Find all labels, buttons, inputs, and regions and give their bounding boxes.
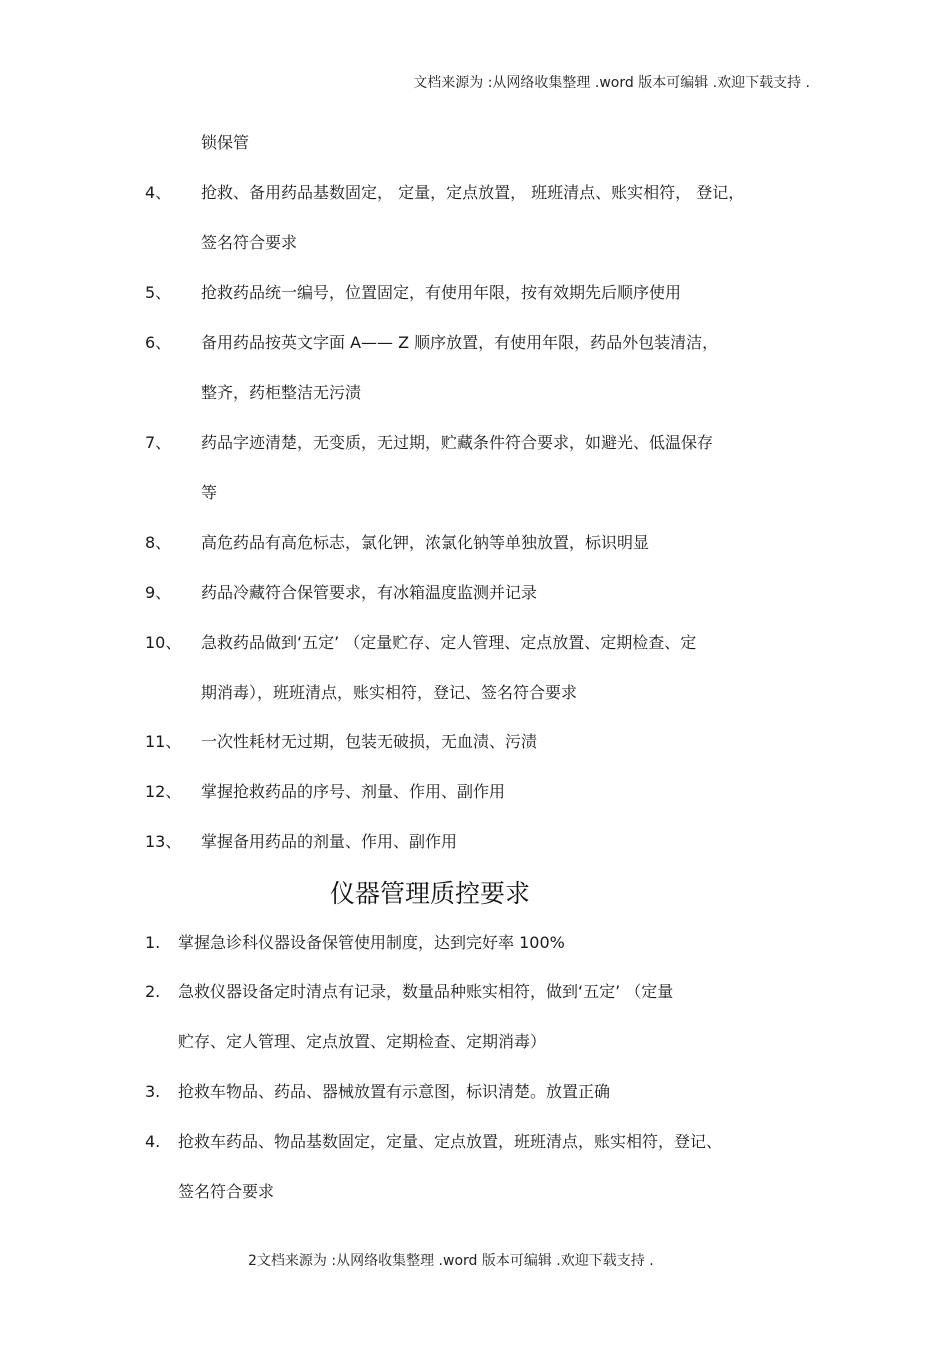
item-text: 签名符合要求: [201, 233, 298, 252]
item-number: 10、: [145, 633, 182, 652]
section-item-number: 4.: [145, 1132, 161, 1151]
section-item-number: 3.: [145, 1082, 161, 1101]
section-item-text: 掌握急诊科仪器设备保管使用制度，达到完好率 100%: [178, 933, 565, 952]
item-text: 药品冷藏符合保管要求，有冰箱温度监测并记录: [201, 583, 538, 602]
item-text: 抢救药品统一编号，位置固定，有使用年限，按有效期先后顺序使用: [201, 283, 682, 302]
section-item-text: 贮存、定人管理、定点放置、定期检查、定期消毒）: [178, 1032, 547, 1051]
section-item-text: 急救仪器设备定时清点有记录，数量品种账实相符，做到‘五定’ （定量: [178, 982, 674, 1001]
item-text: 掌握抢救药品的序号、剂量、作用、副作用: [201, 782, 506, 801]
page-number: 2: [248, 1253, 257, 1269]
item-text: 抢救、备用药品基数固定， 定量，定点放置， 班班清点、账实相符， 登记，: [201, 183, 745, 202]
item-text: 药品字迹清楚，无变质，无过期，贮藏条件符合要求，如避光、低温保存: [201, 433, 714, 452]
item-text: 整齐，药柜整洁无污渍: [201, 383, 362, 402]
item-number: 11、: [145, 732, 182, 751]
section-item-text: 抢救车药品、物品基数固定，定量、定点放置，班班清点，账实相符，登记、: [178, 1132, 723, 1151]
item-text: 急救药品做到‘五定’ （定量贮存、定人管理、定点放置、定期检查、定: [201, 633, 697, 652]
item-text: 一次性耗材无过期，包装无破损，无血渍、污渍: [201, 732, 538, 751]
page-footer: [248, 1250, 654, 1270]
item-text: 掌握备用药品的剂量、作用、副作用: [201, 832, 458, 851]
section-item-number: 2.: [145, 982, 161, 1001]
item-text: 高危药品有高危标志，氯化钾，浓氯化钠等单独放置，标识明显: [201, 533, 650, 552]
continuation-text: 锁保管: [201, 133, 250, 152]
item-text: 备用药品按英文字面 A—— Z 顺序放置，有使用年限，药品外包装清洁，: [201, 333, 719, 352]
item-number: 8、: [145, 533, 172, 552]
item-text: 等: [201, 483, 218, 502]
footer-text: 文档来源为 :从网络收集整理 .word 版本可编辑 .欢迎下载支持 .: [256, 1253, 654, 1269]
section-item-text: 签名符合要求: [178, 1182, 275, 1201]
page-header: 文档来源为 :从网络收集整理 .word 版本可编辑 .欢迎下载支持 .: [413, 75, 810, 91]
item-number: 12、: [145, 782, 182, 801]
item-number: 7、: [145, 433, 172, 452]
item-number: 6、: [145, 333, 172, 352]
item-number: 5、: [145, 283, 172, 302]
item-number: 13、: [145, 832, 182, 851]
section-item-number: 1.: [145, 933, 161, 952]
item-number: 4、: [145, 183, 172, 202]
section-title: 仪器管理质控要求: [330, 879, 531, 908]
item-text: 期消毒），班班清点，账实相符，登记、签名符合要求: [201, 683, 578, 702]
section-item-text: 抢救车物品、药品、器械放置有示意图，标识清楚。放置正确: [178, 1082, 611, 1101]
item-number: 9、: [145, 583, 172, 602]
